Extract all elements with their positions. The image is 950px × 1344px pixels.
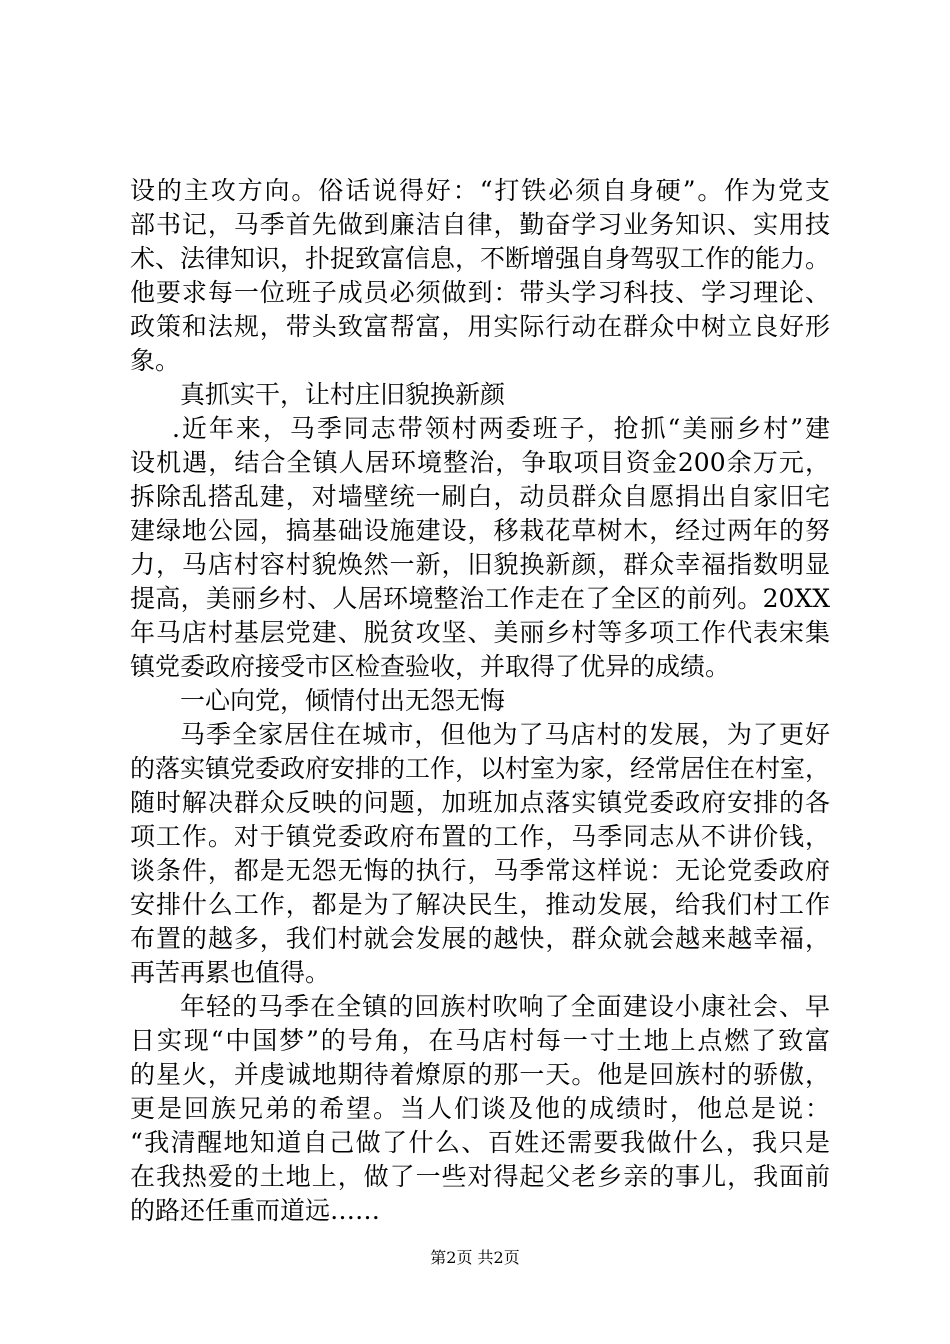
text-line: 提高，美丽乡村、人居环境整治工作走在了全区的前列。20XX <box>130 584 830 613</box>
section-heading: 真抓实干，让村庄旧貌换新颜 <box>180 380 506 409</box>
text-line: 的落实镇党委政府安排的工作，以村室为家，经常居住在村室， <box>130 754 831 783</box>
text-line: 的星火，并虔诚地期待着燎原的那一天。他是回族村的骄傲， <box>130 1060 830 1089</box>
text-line: 政策和法规，带头致富帮富，用实际行动在群众中树立良好形 <box>130 312 830 341</box>
text-line: 在我热爱的土地上，做了一些对得起父老乡亲的事儿，我面前 <box>130 1162 830 1191</box>
text-line: 象。 <box>130 346 181 375</box>
text-line: 更是回族兄弟的希望。当人们谈及他的成绩时，他总是说： <box>130 1094 830 1123</box>
text-line: .近年来，马季同志带领村两委班子，抢抓“美丽乡村”建 <box>172 414 830 443</box>
text-line: 设的主攻方向。俗话说得好：“打铁必须自身硬”。作为党支 <box>130 176 830 205</box>
text-line: “我清醒地知道自己做了什么、百姓还需要我做什么，我只是 <box>130 1128 830 1157</box>
text-line: 马季全家居住在城市，但他为了马店村的发展，为了更好 <box>180 720 830 749</box>
text-line: 他要求每一位班子成员必须做到：带头学习科技、学习理论、 <box>130 278 830 307</box>
text-line: 年轻的马季在全镇的回族村吹响了全面建设小康社会、早 <box>180 992 830 1021</box>
text-line: 拆除乱搭乱建，对墙壁统一刷白，动员群众自愿捐出自家旧宅 <box>130 482 830 511</box>
section-heading: 一心向党，倾情付出无怨无悔 <box>180 686 506 715</box>
text-line: 镇党委政府接受市区检查验收，并取得了优异的成绩。 <box>130 652 731 681</box>
text-line: 的路还任重而道远…… <box>130 1196 381 1225</box>
text-line: 力，马店村容村貌焕然一新，旧貌换新颜，群众幸福指数明显 <box>130 550 830 579</box>
text-line: 年马店村基层党建、脱贫攻坚、美丽乡村等多项工作代表宋集 <box>130 618 830 647</box>
text-line: 安排什么工作，都是为了解决民生，推动发展，给我们村工作 <box>130 890 830 919</box>
text-line: 日实现“中国梦”的号角，在马店村每一寸土地上点燃了致富 <box>130 1026 830 1055</box>
document-body <box>130 174 830 1228</box>
text-line: 建绿地公园，搞基础设施建设，移栽花草树木，经过两年的努 <box>130 516 830 545</box>
text-line: 部书记，马季首先做到廉洁自律，勤奋学习业务知识、实用技 <box>130 210 830 239</box>
text-line: 随时解决群众反映的问题，加班加点落实镇党委政府安排的各 <box>130 788 830 817</box>
text-line: 谈条件，都是无怨无悔的执行，马季常这样说：无论党委政府 <box>130 856 830 885</box>
text-line: 术、法律知识，扑捉致富信息，不断增强自身驾驭工作的能力。 <box>130 244 831 273</box>
text-line: 项工作。对于镇党委政府布置的工作，马季同志从不讲价钱， <box>130 822 830 851</box>
text-line: 设机遇，结合全镇人居环境整治，争取项目资金200余万元， <box>130 448 830 477</box>
text-line: 再苦再累也值得。 <box>130 958 331 987</box>
text-line: 布置的越多，我们村就会发展的越快，群众就会越来越幸福， <box>130 924 830 953</box>
page-footer: 第2页 共2页 <box>430 1248 520 1267</box>
